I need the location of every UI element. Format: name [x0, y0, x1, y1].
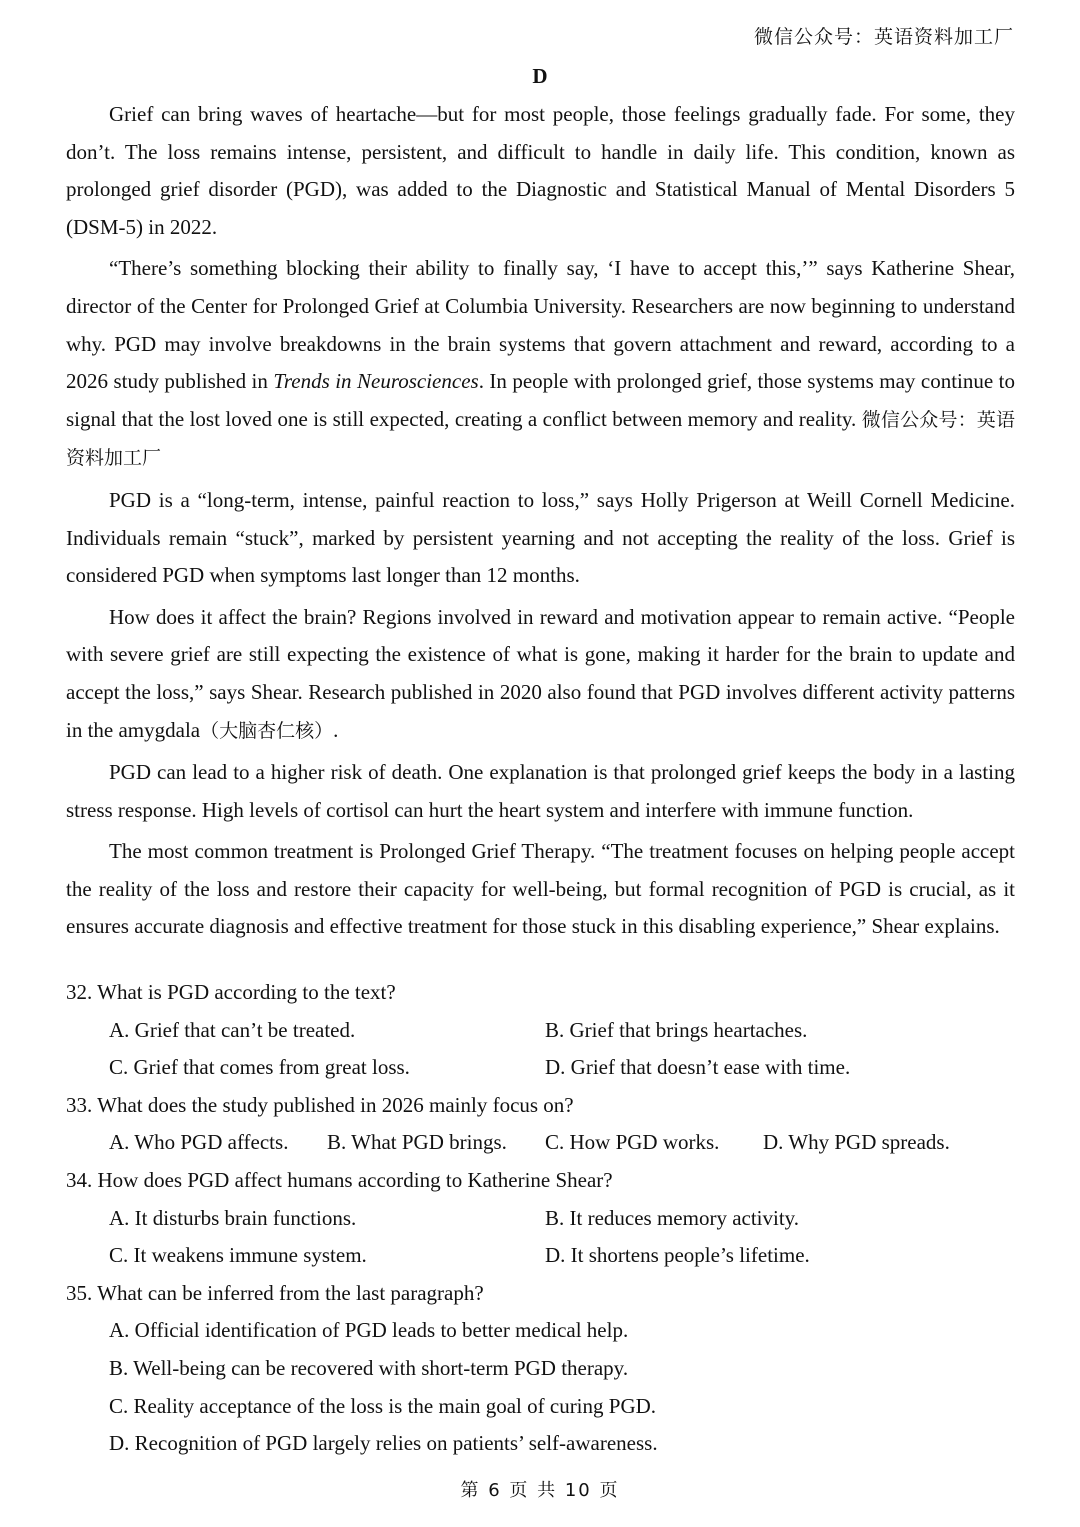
question-35: [66, 1275, 1015, 1463]
inline-watermark: 微信公众号：英语资料加工厂: [66, 408, 1015, 470]
paragraph-6: The most common treatment is Prolonged Grief Therapy. “The treatment focuses on helping people accept the reality of the loss and restore their capacity for well-being, but formal recognition of PGD is crucial, as it ensures accurate diagnosis and effective treatment for those stuck in this disabling experience,” Shear explains.: [66, 839, 1015, 939]
journal-name: Trends in Neurosciences: [273, 369, 479, 394]
reading-passage: [66, 96, 1015, 946]
paragraph-5: PGD can lead to a higher risk of death. One explanation is that prolonged grief keeps the body in a lasting stress response. High levels of cortisol can hurt the heart system and interfere with immune function.: [66, 760, 1015, 822]
chinese-gloss: （大脑杏仁核）: [200, 719, 334, 742]
option-d: D. Recognition of PGD largely relies on patients’ self-awareness.: [109, 1431, 658, 1456]
option-c: C. It weakens immune system.: [109, 1243, 367, 1268]
option-b: B. What PGD brings.: [327, 1130, 507, 1155]
page-number: 第 6 页 共 10 页: [460, 1480, 620, 1501]
option-d: D. Why PGD spreads.: [763, 1130, 950, 1155]
paragraph-1: Grief can bring waves of heartache—but for most people, those feelings gradually fade. For some, they don’t. The loss remains intense, persistent, and difficult to handle in daily life. This condition, known as prolonged grief disorder (PGD), was added to the Diagnostic and Statistical Manual of Mental Disorders 5 (DSM-5) in 2022.: [66, 102, 1015, 239]
question-34: [66, 1162, 1015, 1275]
option-d: D. It shortens people’s lifetime.: [545, 1243, 810, 1268]
option-d: D. Grief that doesn’t ease with time.: [545, 1055, 851, 1080]
paragraph-4-text-b: .: [333, 717, 339, 742]
paragraph-3: PGD is a “long-term, intense, painful reaction to loss,” says Holly Prigerson at Weill Cornell Medicine. Individuals remain “stuck”, marked by persistent yearning and not accepting the reality of the loss. Grief is considered PGD when symptoms last longer than 12 months.: [66, 487, 1015, 588]
option-c: C. How PGD works.: [545, 1130, 720, 1155]
paragraph-4-text-a: How does it affect the brain? Regions involved in reward and motivation appear to remain active. “People with severe grief are still expecting the existence of what is gone, making it harder for the brain to update and accept the loss,” says Shear. Research published in 2020 also found that PGD involves different activity patterns in the amygdala: [66, 604, 1015, 742]
option-b: B. Well-being can be recovered with short-term PGD therapy.: [109, 1355, 629, 1380]
options: [66, 1124, 1015, 1162]
option-b: B. It reduces memory activity.: [545, 1205, 800, 1230]
paragraph-2-text-b: . In people with prolonged grief, those systems may continue to signal that the lost loved one is still expected, creating a conflict between memory and reality.: [66, 369, 1015, 431]
option-a: A. Official identification of PGD leads to better medical help.: [109, 1318, 629, 1343]
option-a: A. Grief that can’t be treated.: [109, 1017, 356, 1042]
question-list: [66, 974, 1015, 1463]
question-stem: 32. What is PGD according to the text?: [66, 980, 396, 1004]
option-a: A. Who PGD affects.: [109, 1130, 289, 1155]
options: [66, 1200, 1015, 1275]
question-33: [66, 1087, 1015, 1162]
option-c: C. Reality acceptance of the loss is the main goal of curing PGD.: [109, 1393, 657, 1418]
option-a: A. It disturbs brain functions.: [109, 1205, 357, 1230]
question-stem: 34. How does PGD affect humans according to Katherine Shear?: [66, 1167, 613, 1192]
question-stem: 33. What does the study published in 2026 mainly focus on?: [66, 1092, 574, 1117]
option-c: C. Grief that comes from great loss.: [109, 1055, 410, 1080]
paragraph-2: [66, 250, 1015, 478]
options: [66, 1312, 1015, 1462]
section-title: D: [532, 64, 548, 88]
header-watermark: 微信公众号：英语资料加工厂: [753, 26, 1014, 48]
question-stem: 35. What can be inferred from the last paragraph?: [66, 1280, 484, 1305]
paragraph-4: [66, 599, 1015, 750]
paragraph-2-text-a: “There’s something blocking their ability to finally say, ‘I have to accept this,’” says Katherine Shear, director of the Center for Prolonged Grief at Columbia University. Researchers are now beginning to understand why. PGD may involve breakdowns in the brain systems that govern attachment and reward, according to a 2026 study published in: [66, 256, 1015, 394]
question-32: [66, 974, 1015, 1087]
option-b: B. Grief that brings heartaches.: [545, 1017, 808, 1042]
options: [66, 1012, 1015, 1087]
